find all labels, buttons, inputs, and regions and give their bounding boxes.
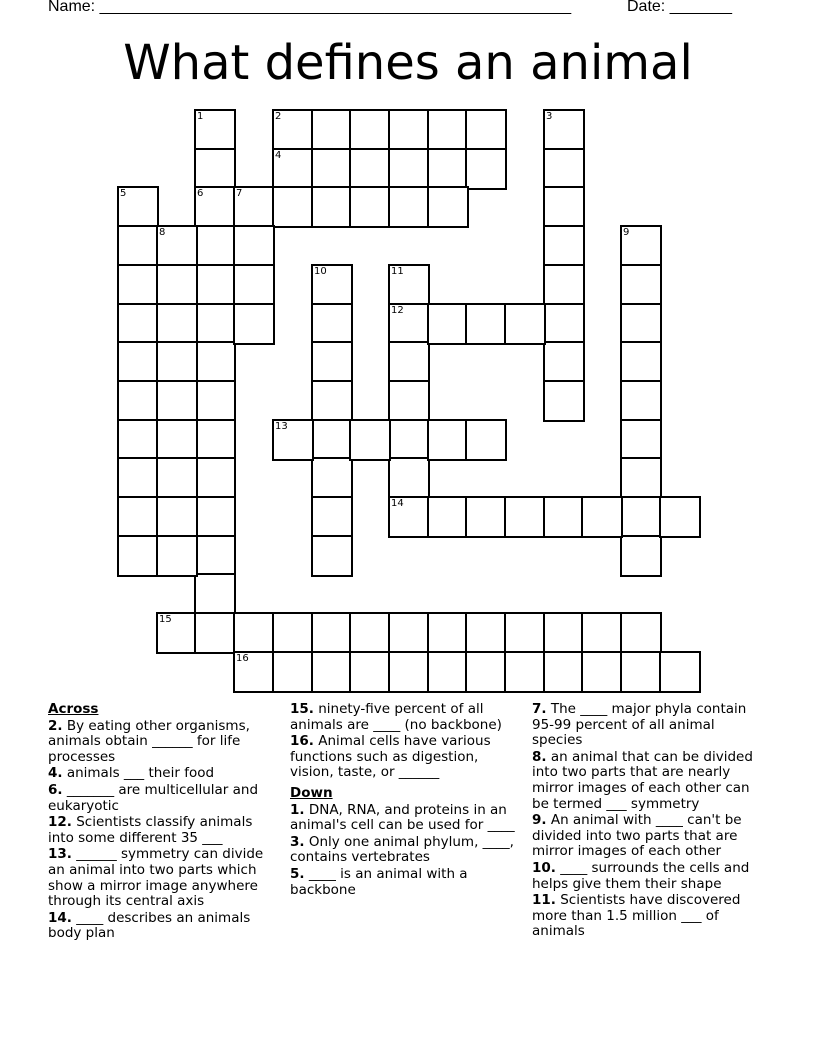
clue-item-text: ____ describes an animals body plan: [48, 909, 251, 942]
grid-cell[interactable]: [465, 303, 507, 345]
grid-cell[interactable]: [194, 303, 236, 345]
clue-item-number: 14.: [48, 909, 72, 926]
clue-item-number: 4.: [48, 765, 63, 782]
grid-cell[interactable]: [620, 457, 662, 499]
grid-cell[interactable]: [620, 496, 662, 538]
clues-column-2: [290, 702, 522, 899]
grid-cell[interactable]: [311, 380, 353, 422]
clue-item-text: Animal cells have various functions such as digestion, vision, taste, or ______: [290, 733, 491, 781]
grid-cell[interactable]: [581, 496, 623, 538]
grid-cell[interactable]: [543, 651, 585, 693]
grid-cell[interactable]: [311, 612, 353, 654]
clue-item: [532, 702, 760, 749]
grid-cell[interactable]: [272, 186, 314, 228]
clue-item: [48, 847, 273, 909]
grid-cell[interactable]: [543, 109, 585, 151]
clue-item-number: 6.: [48, 781, 63, 798]
grid-cell[interactable]: [349, 148, 391, 190]
clue-item: [48, 783, 273, 814]
clue-item-text: By eating other organisms, animals obtain ______ for life processes: [48, 717, 250, 765]
grid-cell[interactable]: [156, 380, 198, 422]
grid-cell[interactable]: [543, 186, 585, 228]
grid-cell[interactable]: [156, 457, 198, 499]
grid-cell[interactable]: [156, 264, 198, 306]
grid-cell[interactable]: [504, 612, 546, 654]
grid-cell[interactable]: [504, 651, 546, 693]
grid-cell[interactable]: [388, 496, 430, 538]
grid-cell[interactable]: [465, 109, 507, 151]
grid-cell[interactable]: [194, 496, 236, 538]
grid-cell[interactable]: [194, 380, 236, 422]
grid-cell[interactable]: [311, 148, 353, 190]
date-field[interactable]: Date: _______: [627, 0, 732, 15]
grid-cell[interactable]: [388, 612, 430, 654]
grid-cell[interactable]: [388, 651, 430, 693]
grid-cell[interactable]: [465, 419, 507, 461]
grid-cell[interactable]: [194, 341, 236, 383]
grid-cell[interactable]: [117, 419, 159, 461]
clue-number: 5: [120, 188, 127, 199]
clue-item-number: 12.: [48, 814, 72, 831]
grid-cell[interactable]: [543, 380, 585, 422]
grid-cell[interactable]: [543, 225, 585, 267]
grid-cell[interactable]: [156, 535, 198, 577]
clue-item-text: ninety-five percent of all animals are ____ (no backbone): [290, 701, 502, 733]
clue-item-text: an animal that can be divided into two parts that are nearly mirror images of each other can be termed ___ symmetry: [532, 748, 753, 812]
grid-cell[interactable]: [117, 341, 159, 383]
grid-cell[interactable]: [311, 496, 353, 538]
grid-cell[interactable]: [388, 264, 430, 306]
clue-item: [532, 861, 760, 892]
clue-item-number: 16.: [290, 733, 314, 750]
grid-cell[interactable]: [156, 496, 198, 538]
grid-cell[interactable]: [620, 264, 662, 306]
grid-cell[interactable]: [156, 225, 198, 267]
grid-cell[interactable]: [388, 457, 430, 499]
clue-item: [532, 813, 760, 860]
grid-cell[interactable]: [156, 341, 198, 383]
clue-item-text: Only one animal phylum, ____, contains vertebrates: [290, 833, 514, 866]
clue-item-number: 8.: [532, 748, 547, 765]
clue-number: 2: [275, 111, 282, 122]
grid-cell[interactable]: [349, 419, 391, 461]
clue-item: [532, 893, 760, 940]
grid-cell[interactable]: [311, 651, 353, 693]
grid-cell[interactable]: [117, 225, 159, 267]
grid-cell[interactable]: [233, 225, 275, 267]
grid-cell[interactable]: [117, 457, 159, 499]
clue-number: 15: [159, 614, 172, 625]
grid-cell[interactable]: [427, 651, 469, 693]
grid-cell[interactable]: [194, 109, 236, 151]
clue-number: 8: [159, 227, 166, 238]
grid-cell[interactable]: [543, 303, 585, 345]
clue-item: [290, 803, 522, 834]
grid-cell[interactable]: [620, 380, 662, 422]
grid-cell[interactable]: [156, 419, 198, 461]
grid-cell[interactable]: [504, 303, 546, 345]
grid-cell[interactable]: [272, 651, 314, 693]
clue-item-text: ______ symmetry can divide an animal into two parts which show a mirror image anywhere through its central axis: [48, 846, 264, 910]
grid-cell[interactable]: [233, 186, 275, 228]
clue-item-number: 1.: [290, 801, 305, 818]
grid-cell[interactable]: [194, 264, 236, 306]
grid-cell[interactable]: [194, 225, 236, 267]
grid-cell[interactable]: [194, 148, 236, 190]
clue-item-text: _______ are multicellular and eukaryotic: [48, 781, 259, 814]
clue-item-text: Scientists classify animals into some different 35 ___: [48, 814, 253, 846]
grid-cell[interactable]: [620, 341, 662, 383]
grid-cell[interactable]: [543, 612, 585, 654]
clue-number: 1: [197, 111, 204, 122]
clue-number: 13: [275, 421, 288, 432]
grid-cell[interactable]: [311, 419, 353, 461]
clue-item-number: 3.: [290, 833, 305, 850]
grid-cell[interactable]: [311, 535, 353, 577]
clue-item: [532, 750, 760, 812]
clue-item-number: 15.: [290, 701, 314, 717]
clue-item-number: 13.: [48, 846, 72, 863]
grid-cell[interactable]: [388, 380, 430, 422]
grid-cell[interactable]: [349, 612, 391, 654]
grid-cell[interactable]: [388, 419, 430, 461]
clue-item-text: ____ surrounds the cells and helps give them their shape: [532, 859, 750, 892]
grid-cell[interactable]: [311, 303, 353, 345]
grid-cell[interactable]: [427, 419, 469, 461]
grid-cell[interactable]: [543, 148, 585, 190]
clue-number: 6: [197, 188, 204, 199]
clue-number: 11: [391, 266, 404, 277]
grid-cell[interactable]: [233, 651, 275, 693]
grid-cell[interactable]: [117, 535, 159, 577]
clue-number: 14: [391, 498, 404, 509]
grid-cell[interactable]: [349, 651, 391, 693]
grid-cell[interactable]: [581, 612, 623, 654]
grid-cell[interactable]: [272, 148, 314, 190]
grid-cell[interactable]: [465, 651, 507, 693]
grid-cell[interactable]: [504, 496, 546, 538]
page-title: What defines an animal: [123, 35, 693, 91]
grid-cell[interactable]: [194, 612, 236, 654]
grid-cell[interactable]: [311, 457, 353, 499]
grid-cell[interactable]: [388, 109, 430, 151]
clue-item-text: DNA, RNA, and proteins in an animal's cell can be used for ____: [290, 801, 515, 834]
grid-cell[interactable]: [427, 496, 469, 538]
grid-cell[interactable]: [465, 148, 507, 190]
grid-cell[interactable]: [659, 496, 701, 538]
grid-cell[interactable]: [620, 535, 662, 577]
clue-item: [48, 719, 273, 766]
grid-cell[interactable]: [311, 264, 353, 306]
grid-cell[interactable]: [194, 186, 236, 228]
grid-cell[interactable]: [117, 186, 159, 228]
grid-cell[interactable]: [349, 109, 391, 151]
grid-cell[interactable]: [543, 496, 585, 538]
grid-cell[interactable]: [427, 109, 469, 151]
grid-cell[interactable]: [117, 264, 159, 306]
clue-item: [290, 702, 522, 733]
grid-cell[interactable]: [465, 612, 507, 654]
grid-cell[interactable]: [311, 186, 353, 228]
grid-cell[interactable]: [117, 380, 159, 422]
clue-item-number: 10.: [532, 859, 556, 876]
grid-cell[interactable]: [311, 109, 353, 151]
grid-cell[interactable]: [388, 186, 430, 228]
clue-item-number: 9.: [532, 812, 547, 829]
grid-cell[interactable]: [194, 419, 236, 461]
grid-cell[interactable]: [427, 612, 469, 654]
clue-number: 10: [314, 266, 327, 277]
grid-cell[interactable]: [272, 612, 314, 654]
grid-cell[interactable]: [659, 651, 701, 693]
clue-item: [290, 734, 522, 781]
grid-cell[interactable]: [388, 148, 430, 190]
clue-number: 16: [236, 653, 249, 664]
grid-cell[interactable]: [117, 496, 159, 538]
clue-item-number: 7.: [532, 701, 547, 717]
name-field[interactable]: Name: _____________________________________________________: [48, 0, 572, 15]
grid-cell[interactable]: [272, 109, 314, 151]
grid-cell[interactable]: [620, 612, 662, 654]
grid-cell[interactable]: [427, 303, 469, 345]
grid-cell[interactable]: [233, 264, 275, 306]
grid-cell[interactable]: [194, 457, 236, 499]
clue-number: 4: [275, 150, 282, 161]
clue-item-number: 5.: [290, 865, 305, 882]
clue-item-number: 2.: [48, 717, 63, 734]
grid-cell[interactable]: [620, 303, 662, 345]
grid-cell[interactable]: [194, 535, 236, 577]
clue-item-text: animals ___ their food: [66, 765, 215, 782]
grid-cell[interactable]: [581, 651, 623, 693]
grid-cell[interactable]: [543, 264, 585, 306]
down-heading: Down: [290, 784, 333, 801]
grid-cell[interactable]: [543, 341, 585, 383]
grid-cell[interactable]: [194, 573, 236, 615]
grid-cell[interactable]: [156, 303, 198, 345]
clues-column-3: [532, 702, 760, 941]
grid-cell[interactable]: [233, 303, 275, 345]
grid-cell[interactable]: [117, 303, 159, 345]
grid-cell[interactable]: [620, 651, 662, 693]
clue-item: [290, 835, 522, 866]
clue-number: 12: [391, 305, 404, 316]
grid-cell[interactable]: [272, 419, 314, 461]
grid-cell[interactable]: [388, 303, 430, 345]
across-heading: Across: [48, 701, 99, 717]
grid-cell[interactable]: [311, 341, 353, 383]
clue-item-text: ____ is an animal with a backbone: [290, 865, 468, 898]
grid-cell[interactable]: [233, 612, 275, 654]
clue-item-text: Scientists have discovered more than 1.5 million ___ of animals: [532, 892, 741, 940]
clue-item: [290, 867, 522, 898]
clue-number: 7: [236, 188, 243, 199]
grid-cell[interactable]: [427, 186, 469, 228]
grid-cell[interactable]: [465, 496, 507, 538]
clues-column-1: [48, 702, 273, 943]
grid-cell[interactable]: [620, 225, 662, 267]
clue-item: [48, 911, 273, 942]
grid-cell[interactable]: [388, 341, 430, 383]
clue-item: [48, 815, 273, 846]
clue-item-text: An animal with ____ can't be divided into two parts that are mirror images of each other: [532, 812, 742, 860]
grid-cell[interactable]: [156, 612, 198, 654]
grid-cell[interactable]: [349, 186, 391, 228]
clue-number: 9: [623, 227, 630, 238]
clue-item-number: 11.: [532, 892, 556, 909]
grid-cell[interactable]: [427, 148, 469, 190]
clue-number: 3: [546, 111, 553, 122]
grid-cell[interactable]: [620, 419, 662, 461]
clue-item: [48, 766, 273, 782]
clue-item-text: The ____ major phyla contain 95-99 percent of all animal species: [532, 701, 747, 749]
